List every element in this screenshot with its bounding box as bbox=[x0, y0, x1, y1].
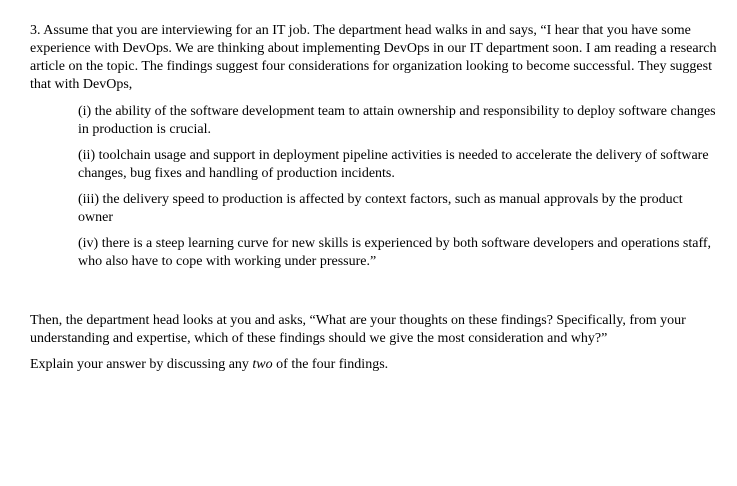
question-document bbox=[30, 6, 720, 374]
answer-instruction bbox=[30, 356, 720, 374]
instruction-text-end: of the four findings. bbox=[272, 357, 389, 372]
findings-list bbox=[30, 103, 720, 271]
finding-item: (ii) toolchain usage and support in deployment pipeline activities is needed to accelerate the delivery of software changes, bug fixes and handling of production incidents. bbox=[78, 148, 709, 181]
finding-item: (iii) the delivery speed to production is affected by context factors, such as manual approvals by the product owner bbox=[78, 192, 683, 225]
question-intro: 3. Assume that you are interviewing for an IT job. The department head walks in and says, “I hear that you have some experience with DevOps. We are thinking about implementing DevOps in our IT department soon. I am reading a research article on the topic. The findings suggest four considerations for organization looking to become successful. They suggest that with DevOps, bbox=[30, 23, 717, 92]
instruction-text-start: Explain your answer by discussing any bbox=[30, 357, 253, 372]
finding-item: (i) the ability of the software development team to attain ownership and responsibility to deploy software changes in production is crucial. bbox=[78, 104, 716, 137]
paragraph-spacer bbox=[30, 279, 720, 312]
instruction-emphasis: two bbox=[252, 357, 273, 372]
finding-item: (iv) there is a steep learning curve for new skills is experienced by both software developers and operations staff, who also have to cope with working under pressure.” bbox=[78, 236, 712, 269]
followup-question: Then, the department head looks at you and asks, “What are your thoughts on these findings? Specifically, from your understanding and expertise, which of these findings should we give the most consideration and why?” bbox=[30, 313, 686, 346]
